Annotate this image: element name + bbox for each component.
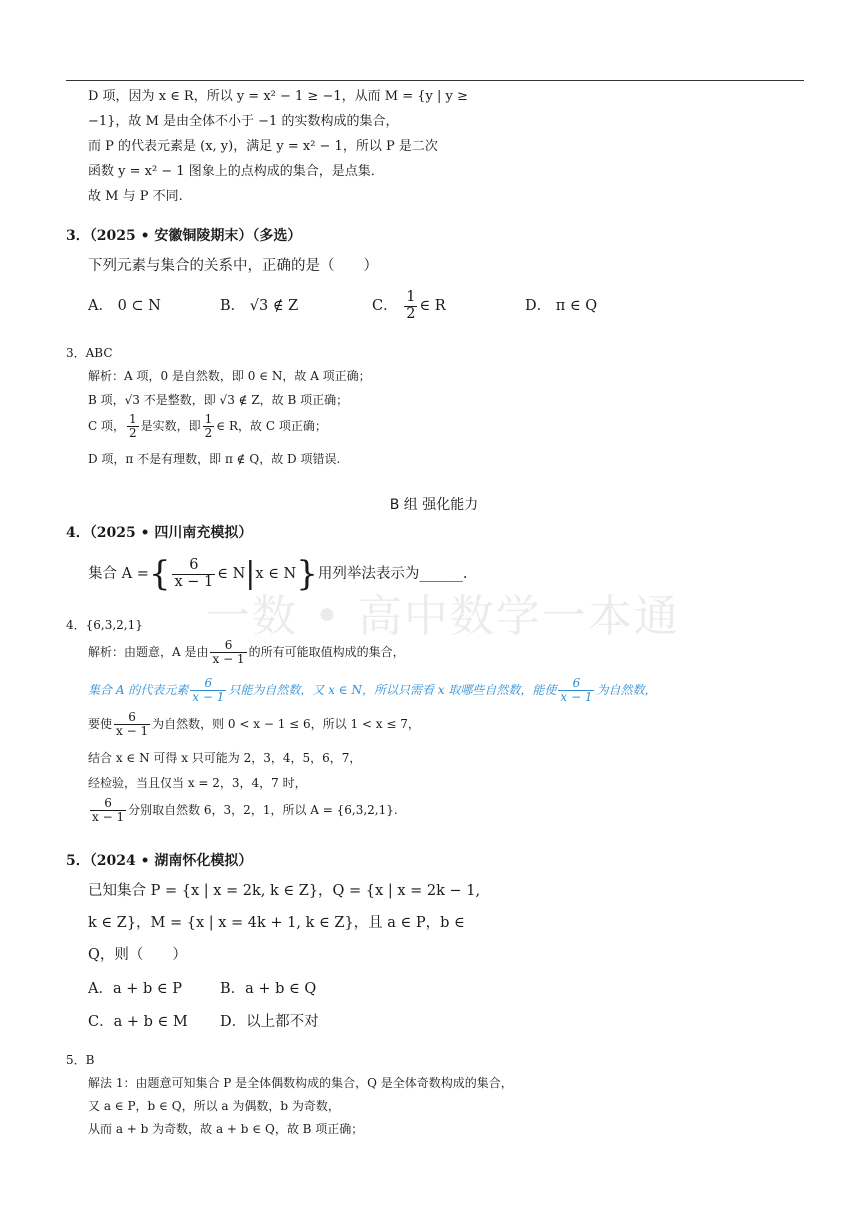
solution-line: 又 a ∈ P，b ∈ Q，所以 a 为偶数，b 为奇数， xyxy=(88,1099,340,1113)
question-5-option-d: D．以上都不对 xyxy=(220,1014,319,1030)
fraction xyxy=(203,413,215,439)
option-text: √3 ∉ Z xyxy=(249,298,299,314)
fraction-denominator: 2 xyxy=(406,305,416,322)
fraction-denominator: x − 1 xyxy=(116,724,149,738)
option-label: B． xyxy=(220,298,246,314)
question-4-answer: 4．{6,3,2,1} xyxy=(66,618,143,632)
fraction-denominator: 2 xyxy=(204,426,213,440)
question-5-stem-line: 已知集合 P = {x | x = 2k, k ∈ Z}，Q = {x | x = 2k − 1, xyxy=(88,883,481,899)
solution-text: 为自然数，则 0 < x − 1 ≤ 6，所以 1 < x ≤ 7， xyxy=(152,717,420,731)
solution-text: 分别取自然数 6，3，2，1，所以 A = {6,3,2,1}. xyxy=(128,803,398,817)
stem-text: 用列举法表示为______. xyxy=(317,566,468,582)
fraction xyxy=(210,639,246,665)
question-3-answer: 3．ABC xyxy=(66,346,113,360)
solution-line: 解析：A 项，0 是自然数，即 0 ∈ N，故 A 项正确； xyxy=(88,369,371,383)
question-3-option-d: D． π ∈ Q xyxy=(525,298,598,314)
fraction-numerator: 6 xyxy=(210,639,246,653)
prev-solution-line: 故 M 与 P 不同. xyxy=(88,189,183,204)
solution-text: 的所有可能取值构成的集合， xyxy=(248,645,405,659)
solution-line: 解法 1：由题意可知集合 P 是全体偶数构成的集合，Q 是全体奇数构成的集合， xyxy=(88,1076,513,1090)
fraction xyxy=(127,413,139,439)
fraction-numerator: 6 xyxy=(558,677,594,691)
stem-text: x ∈ N xyxy=(255,566,297,582)
fraction-numerator: 1 xyxy=(129,412,137,427)
fraction-numerator: 1 xyxy=(406,289,416,306)
fraction-numerator: 6 xyxy=(172,558,215,574)
prev-solution-line: 而 P 的代表元素是 (x, y)，满足 y = x² − 1，所以 P 是二次 xyxy=(88,139,438,154)
annotation-text: 集合 A 的代表元素 xyxy=(88,683,189,697)
solution-text: 解析：由题意，A 是由 xyxy=(88,645,209,659)
question-5-answer: 5．B xyxy=(66,1053,95,1067)
prev-solution-line: 函数 y = x² − 1 图象上的点构成的集合，是点集． xyxy=(88,164,384,179)
question-3-option-a: A． 0 ⊂ N xyxy=(88,298,161,314)
fraction xyxy=(404,290,417,321)
solution-line xyxy=(88,792,398,828)
fraction-denominator: x − 1 xyxy=(212,652,245,666)
fraction-numerator: 6 xyxy=(114,711,150,725)
question-3-option-b xyxy=(220,297,298,315)
solution-text: 要使 xyxy=(88,717,113,731)
fraction-numerator: 6 xyxy=(90,797,126,811)
solution-line: D 项，π 不是有理数，即 π ∉ Q，故 D 项错误. xyxy=(88,452,341,466)
question-5-option-b: B．a + b ∈ Q xyxy=(220,981,317,997)
annotation-text: 只能为自然数，又 x ∈ N，所以只需看 x 取哪些自然数，能使 xyxy=(228,683,557,697)
watermark: 一数 • 高中数学一本通 xyxy=(206,591,680,642)
question-5-stem-line: k ∈ Z}，M = {x | x = 4k + 1, k ∈ Z}，且 a ∈ P，b ∈ xyxy=(88,915,465,931)
solution-text: ∈ R，故 C 项正确； xyxy=(216,419,327,433)
blue-annotation-line xyxy=(88,672,657,708)
fraction-denominator: x − 1 xyxy=(92,810,125,824)
right-brace: } xyxy=(296,554,318,594)
question-5-option-c: C．a + b ∈ M xyxy=(88,1014,188,1030)
fraction-denominator: x − 1 xyxy=(560,690,593,704)
stem-text: ∈ N xyxy=(217,566,246,582)
option-label: C． xyxy=(372,298,398,314)
solution-line xyxy=(88,706,420,742)
question-4-stem xyxy=(88,552,467,596)
solution-line xyxy=(88,408,327,444)
option-text: ∈ R xyxy=(419,298,446,314)
vertical-bar: | xyxy=(245,556,256,591)
prev-solution-line: D 项，因为 x ∈ R，所以 y = x² − 1 ≥ −1，从而 M = {y | y ≥ xyxy=(88,89,468,104)
fraction-numerator: 1 xyxy=(204,412,213,427)
fraction xyxy=(558,677,594,703)
question-5-option-a: A．a + b ∈ P xyxy=(88,981,182,997)
question-5-stem-line: Q，则（ ） xyxy=(88,947,187,963)
solution-line: 经检验，当且仅当 x = 2，3，4，7 时， xyxy=(88,776,307,790)
left-brace: { xyxy=(148,554,171,594)
question-5-header: 5．（2024 • 湖南怀化模拟） xyxy=(66,853,253,869)
solution-line xyxy=(88,634,405,670)
fraction-denominator: 2 xyxy=(129,426,137,440)
fraction xyxy=(90,797,126,823)
solution-line: 结合 x ∈ N 可得 x 只可能为 2，3，4，5，6，7， xyxy=(88,751,362,765)
fraction-denominator: x − 1 xyxy=(192,690,225,704)
question-3-header: 3．（2025 • 安徽铜陵期末）（多选） xyxy=(66,228,302,244)
question-4-header: 4．（2025 • 四川南充模拟） xyxy=(66,525,253,541)
question-3-option-c xyxy=(372,286,446,326)
fraction-numerator: 6 xyxy=(190,677,226,691)
fraction xyxy=(190,677,226,703)
annotation-text: 为自然数， xyxy=(596,683,657,697)
solution-text: C 项， xyxy=(88,419,125,433)
prev-solution-line: −1}，故 M 是由全体不小于 −1 的实数构成的集合， xyxy=(88,114,399,129)
stem-text: 集合 A = xyxy=(88,566,149,582)
fraction-denominator: x − 1 xyxy=(174,573,214,590)
header-rule xyxy=(66,80,804,81)
fraction xyxy=(114,711,150,737)
fraction xyxy=(172,558,215,589)
question-3-stem: 下列元素与集合的关系中，正确的是（ ） xyxy=(88,258,378,274)
solution-text: 是实数，即 xyxy=(140,419,201,433)
solution-line: 从而 a + b 为奇数，故 a + b ∈ Q，故 B 项正确； xyxy=(88,1122,364,1136)
solution-line: B 项，√3 不是整数，即 √3 ∉ Z，故 B 项正确； xyxy=(88,393,349,407)
section-heading: B 组 强化能力 xyxy=(389,497,479,513)
